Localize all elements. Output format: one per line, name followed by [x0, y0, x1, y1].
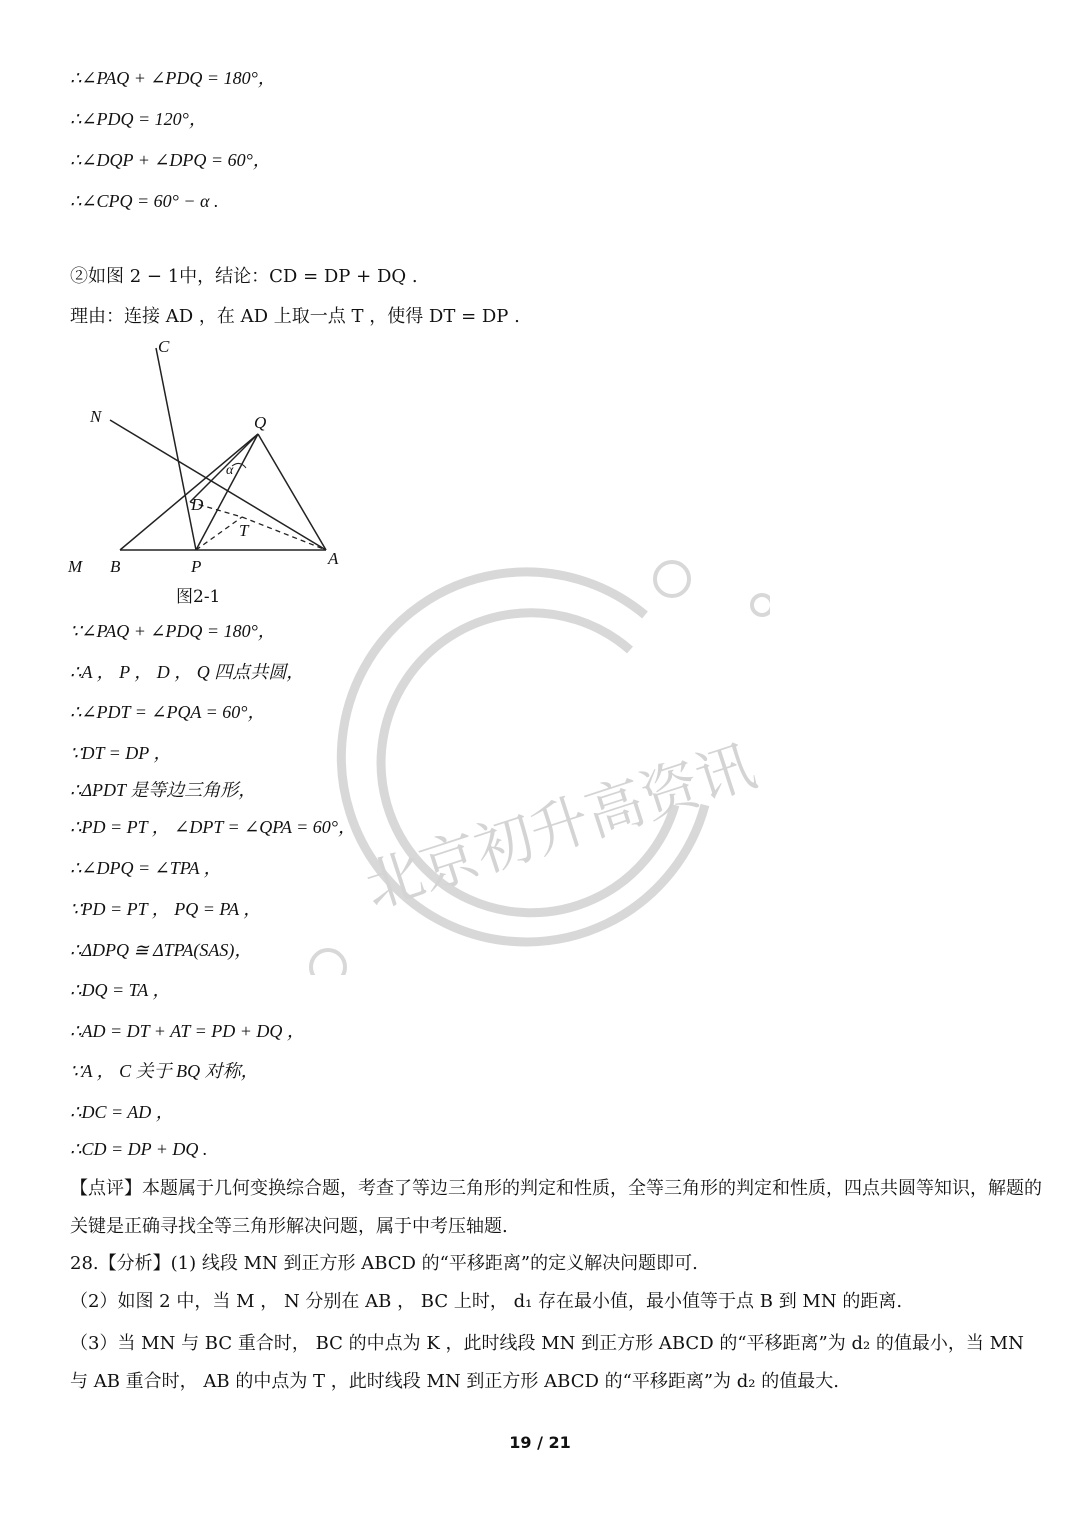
line-PC	[156, 348, 196, 550]
watermark-dot-small	[752, 595, 770, 615]
label-A: A	[328, 549, 339, 568]
proof-line-2: ∴∠PDQ = 120°，	[70, 109, 207, 129]
proof-step-5: ∴ΔPDT 是等边三角形，	[70, 780, 257, 800]
line-PQ	[196, 434, 258, 550]
label-B: B	[110, 557, 121, 576]
label-P: P	[191, 557, 202, 576]
label-D: D	[191, 495, 204, 514]
label-N: N	[90, 407, 102, 426]
dashed-TA	[242, 517, 326, 550]
proof-step-4: ∵DT = DP ，	[70, 743, 172, 763]
part2-heading: ②如图 2 − 1中，结论：CD = DP + DQ .	[70, 266, 418, 287]
label-alpha: α	[226, 463, 234, 478]
watermark-dot-large	[655, 562, 689, 596]
proof-step-8: ∵PD = PT ， PQ = PA ，	[70, 899, 262, 919]
dashed-PT	[196, 517, 242, 550]
part2-reason: 理由：连接 AD ，在 AD 上取一点 T ，使得 DT = DP .	[70, 306, 520, 327]
line-QA	[258, 434, 326, 550]
q28-line-2: （2）如图 2 中，当 M ， N 分别在 AB ， BC 上时， d₁ 存在最小值，最小值等于点 B 到 MN 的距离.	[70, 1291, 903, 1312]
proof-step-2: ∴A ， P ， D ， Q 四点共圆，	[70, 662, 305, 682]
proof-step-9: ∴ΔDPQ ≅ ΔTPA(SAS)，	[70, 940, 253, 960]
proof-line-4: ∴∠CPQ = 60° − α .	[70, 191, 219, 211]
label-Q: Q	[254, 413, 267, 432]
q28-line-1: 28.【分析】(1) 线段 MN 到正方形 ABCD 的“平移距离”的定义解决问题即可.	[70, 1253, 698, 1274]
q28-line-3: （3）当 MN 与 BC 重合时， BC 的中点为 K ，此时线段 MN 到正方形 ABCD 的“平移距离”为 d₂ 的值最小，当 MN 与 AB 重合时， AB 的中点为 T ，此时线段 MN 到正方形 ABCD 的“平移距离”为 d₂ 的值最大.	[70, 1333, 1024, 1392]
watermark-dot-bottom	[311, 950, 345, 975]
proof-line-1: ∴∠PAQ + ∠PDQ = 180°，	[70, 68, 276, 88]
watermark-inner-arc	[381, 613, 675, 913]
proof-step-7: ∴∠DPQ = ∠TPA ，	[70, 858, 222, 878]
line-BQ	[120, 434, 258, 550]
label-M: M	[68, 557, 83, 576]
figure-caption: 图2-1	[176, 587, 221, 607]
proof-step-12: ∵A ， C 关于 BQ 对称，	[70, 1061, 259, 1081]
proof-step-14: ∴CD = DP + DQ .	[70, 1139, 208, 1159]
proof-step-6: ∴PD = PT ， ∠DPT = ∠QPA = 60°，	[70, 817, 356, 837]
angle-alpha-arc	[232, 463, 246, 468]
proof-step-11: ∴AD = DT + AT = PD + DQ ，	[70, 1021, 305, 1041]
proof-step-3: ∴∠PDT = ∠PQA = 60°，	[70, 702, 266, 722]
label-C: C	[158, 337, 170, 356]
page-number: 19 / 21	[509, 1433, 571, 1452]
watermark-text: 北京初升高资讯	[356, 731, 764, 922]
watermark-outer-arc	[341, 572, 705, 942]
watermark-seal	[300, 555, 770, 975]
proof-step-13: ∴DC = AD ，	[70, 1102, 174, 1122]
label-T: T	[239, 521, 249, 540]
geometry-figure	[60, 336, 360, 606]
proof-step-10: ∴DQ = TA ，	[70, 980, 171, 1000]
comment-paragraph: 【点评】本题属于几何变换综合题，考查了等边三角形的判定和性质，全等三角形的判定和性质，四点共圆等知识，解题的关键是正确寻找全等三角形解决问题，属于中考压轴题.	[70, 1178, 1042, 1237]
proof-step-1: ∵∠PAQ + ∠PDQ = 180°，	[70, 621, 276, 641]
line-DQ	[190, 434, 258, 502]
proof-line-3: ∴∠DQP + ∠DPQ = 60°，	[70, 150, 271, 170]
